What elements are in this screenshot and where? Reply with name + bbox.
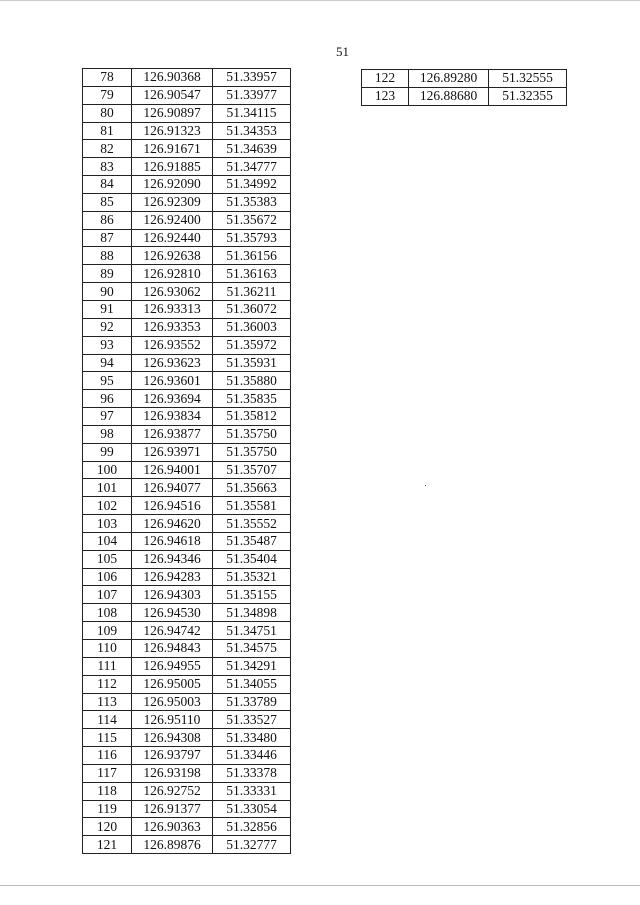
point-number-cell: 90 — [83, 283, 132, 301]
point-number-cell: 101 — [83, 479, 132, 497]
y-coordinate-cell: 51.35972 — [213, 336, 291, 354]
point-number-cell: 120 — [83, 818, 132, 836]
y-coordinate-cell: 51.36003 — [213, 318, 291, 336]
x-coordinate-cell: 126.89280 — [409, 70, 489, 88]
table-row — [83, 354, 291, 372]
point-number-cell: 95 — [83, 372, 132, 390]
point-number-cell: 98 — [83, 425, 132, 443]
point-number-cell: 117 — [83, 764, 132, 782]
point-number-cell: 92 — [83, 318, 132, 336]
y-coordinate-cell: 51.32355 — [489, 87, 567, 105]
table-row — [83, 176, 291, 194]
table-row — [83, 586, 291, 604]
y-coordinate-cell: 51.34575 — [213, 640, 291, 658]
table-row — [83, 711, 291, 729]
point-number-cell: 91 — [83, 300, 132, 318]
point-number-cell: 83 — [83, 158, 132, 176]
x-coordinate-cell: 126.91671 — [132, 140, 213, 158]
x-coordinate-cell: 126.92752 — [132, 782, 213, 800]
point-number-cell: 96 — [83, 390, 132, 408]
x-coordinate-cell: 126.94955 — [132, 657, 213, 675]
table-row — [83, 461, 291, 479]
x-coordinate-cell: 126.90897 — [132, 104, 213, 122]
x-coordinate-cell: 126.94618 — [132, 532, 213, 550]
point-number-cell: 100 — [83, 461, 132, 479]
x-coordinate-cell: 126.94620 — [132, 515, 213, 533]
y-coordinate-cell: 51.34291 — [213, 657, 291, 675]
table-row — [83, 300, 291, 318]
point-number-cell: 119 — [83, 800, 132, 818]
table-row — [83, 693, 291, 711]
table-row — [83, 372, 291, 390]
table-row — [83, 747, 291, 765]
table-row — [83, 640, 291, 658]
table-row — [83, 782, 291, 800]
x-coordinate-cell: 126.93623 — [132, 354, 213, 372]
y-coordinate-cell: 51.36072 — [213, 300, 291, 318]
table-row — [83, 568, 291, 586]
x-coordinate-cell: 126.88680 — [409, 87, 489, 105]
coordinates-table-left — [82, 68, 291, 854]
x-coordinate-cell: 126.95110 — [132, 711, 213, 729]
point-number-cell: 106 — [83, 568, 132, 586]
coordinates-table-right — [361, 69, 567, 106]
table-row — [83, 140, 291, 158]
y-coordinate-cell: 51.35750 — [213, 425, 291, 443]
y-coordinate-cell: 51.36211 — [213, 283, 291, 301]
table-row — [83, 104, 291, 122]
point-number-cell: 111 — [83, 657, 132, 675]
y-coordinate-cell: 51.35321 — [213, 568, 291, 586]
x-coordinate-cell: 126.92638 — [132, 247, 213, 265]
x-coordinate-cell: 126.94742 — [132, 622, 213, 640]
point-number-cell: 115 — [83, 729, 132, 747]
point-number-cell: 107 — [83, 586, 132, 604]
table-row — [83, 318, 291, 336]
y-coordinate-cell: 51.35663 — [213, 479, 291, 497]
table-row — [83, 818, 291, 836]
y-coordinate-cell: 51.35672 — [213, 211, 291, 229]
x-coordinate-cell: 126.93353 — [132, 318, 213, 336]
point-number-cell: 81 — [83, 122, 132, 140]
x-coordinate-cell: 126.93601 — [132, 372, 213, 390]
y-coordinate-cell: 51.33378 — [213, 764, 291, 782]
point-number-cell: 104 — [83, 532, 132, 550]
y-coordinate-cell: 51.34115 — [213, 104, 291, 122]
point-number-cell: 110 — [83, 640, 132, 658]
table-row — [83, 265, 291, 283]
point-number-cell: 122 — [362, 70, 409, 88]
y-coordinate-cell: 51.33527 — [213, 711, 291, 729]
x-coordinate-cell: 126.94077 — [132, 479, 213, 497]
point-number-cell: 112 — [83, 675, 132, 693]
point-number-cell: 108 — [83, 604, 132, 622]
table-row — [83, 69, 291, 87]
table-row — [83, 390, 291, 408]
x-coordinate-cell: 126.95005 — [132, 675, 213, 693]
table-row — [83, 550, 291, 568]
table-row — [362, 87, 567, 105]
y-coordinate-cell: 51.35487 — [213, 532, 291, 550]
x-coordinate-cell: 126.92309 — [132, 193, 213, 211]
y-coordinate-cell: 51.35404 — [213, 550, 291, 568]
x-coordinate-cell: 126.90547 — [132, 86, 213, 104]
y-coordinate-cell: 51.33957 — [213, 69, 291, 87]
page-top-edge — [0, 0, 640, 1]
x-coordinate-cell: 126.92400 — [132, 211, 213, 229]
x-coordinate-cell: 126.93797 — [132, 747, 213, 765]
table-row — [83, 229, 291, 247]
x-coordinate-cell: 126.94516 — [132, 497, 213, 515]
x-coordinate-cell: 126.94308 — [132, 729, 213, 747]
x-coordinate-cell: 126.90368 — [132, 69, 213, 87]
y-coordinate-cell: 51.32777 — [213, 836, 291, 854]
y-coordinate-cell: 51.34639 — [213, 140, 291, 158]
y-coordinate-cell: 51.36163 — [213, 265, 291, 283]
y-coordinate-cell: 51.35835 — [213, 390, 291, 408]
x-coordinate-cell: 126.93694 — [132, 390, 213, 408]
y-coordinate-cell: 51.35581 — [213, 497, 291, 515]
point-number-cell: 121 — [83, 836, 132, 854]
y-coordinate-cell: 51.35880 — [213, 372, 291, 390]
point-number-cell: 93 — [83, 336, 132, 354]
y-coordinate-cell: 51.35793 — [213, 229, 291, 247]
point-number-cell: 86 — [83, 211, 132, 229]
table-row — [83, 764, 291, 782]
y-coordinate-cell: 51.34777 — [213, 158, 291, 176]
x-coordinate-cell: 126.92810 — [132, 265, 213, 283]
x-coordinate-cell: 126.91885 — [132, 158, 213, 176]
x-coordinate-cell: 126.90363 — [132, 818, 213, 836]
point-number-cell: 89 — [83, 265, 132, 283]
x-coordinate-cell: 126.92090 — [132, 176, 213, 194]
x-coordinate-cell: 126.89876 — [132, 836, 213, 854]
y-coordinate-cell: 51.33446 — [213, 747, 291, 765]
table-row — [83, 443, 291, 461]
y-coordinate-cell: 51.33480 — [213, 729, 291, 747]
point-number-cell: 109 — [83, 622, 132, 640]
table-row — [83, 122, 291, 140]
x-coordinate-cell: 126.91323 — [132, 122, 213, 140]
point-number-cell: 123 — [362, 87, 409, 105]
x-coordinate-cell: 126.94001 — [132, 461, 213, 479]
table-row — [83, 158, 291, 176]
y-coordinate-cell: 51.34751 — [213, 622, 291, 640]
point-number-cell: 94 — [83, 354, 132, 372]
y-coordinate-cell: 51.32856 — [213, 818, 291, 836]
point-number-cell: 105 — [83, 550, 132, 568]
point-number-cell: 113 — [83, 693, 132, 711]
y-coordinate-cell: 51.33789 — [213, 693, 291, 711]
x-coordinate-cell: 126.93834 — [132, 408, 213, 426]
table-row — [83, 800, 291, 818]
x-coordinate-cell: 126.94303 — [132, 586, 213, 604]
table-row — [83, 729, 291, 747]
y-coordinate-cell: 51.34055 — [213, 675, 291, 693]
point-number-cell: 78 — [83, 69, 132, 87]
x-coordinate-cell: 126.94843 — [132, 640, 213, 658]
y-coordinate-cell: 51.35812 — [213, 408, 291, 426]
y-coordinate-cell: 51.35383 — [213, 193, 291, 211]
table-row — [83, 604, 291, 622]
x-coordinate-cell: 126.93971 — [132, 443, 213, 461]
x-coordinate-cell: 126.92440 — [132, 229, 213, 247]
table-row — [83, 336, 291, 354]
table-row — [362, 70, 567, 88]
page-number: 51 — [336, 44, 349, 59]
point-number-cell: 97 — [83, 408, 132, 426]
y-coordinate-cell: 51.33331 — [213, 782, 291, 800]
table-row — [83, 283, 291, 301]
table-row — [83, 497, 291, 515]
x-coordinate-cell: 126.93877 — [132, 425, 213, 443]
point-number-cell: 84 — [83, 176, 132, 194]
point-number-cell: 114 — [83, 711, 132, 729]
y-coordinate-cell: 51.35552 — [213, 515, 291, 533]
x-coordinate-cell: 126.94283 — [132, 568, 213, 586]
table-row — [83, 532, 291, 550]
point-number-cell: 118 — [83, 782, 132, 800]
x-coordinate-cell: 126.95003 — [132, 693, 213, 711]
point-number-cell: 99 — [83, 443, 132, 461]
y-coordinate-cell: 51.35707 — [213, 461, 291, 479]
x-coordinate-cell: 126.93552 — [132, 336, 213, 354]
y-coordinate-cell: 51.34898 — [213, 604, 291, 622]
y-coordinate-cell: 51.34353 — [213, 122, 291, 140]
y-coordinate-cell: 51.35931 — [213, 354, 291, 372]
table-row — [83, 479, 291, 497]
y-coordinate-cell: 51.35155 — [213, 586, 291, 604]
table-row — [83, 425, 291, 443]
x-coordinate-cell: 126.94530 — [132, 604, 213, 622]
y-coordinate-cell: 51.33054 — [213, 800, 291, 818]
y-coordinate-cell: 51.34992 — [213, 176, 291, 194]
y-coordinate-cell: 51.35750 — [213, 443, 291, 461]
point-number-cell: 116 — [83, 747, 132, 765]
y-coordinate-cell: 51.33977 — [213, 86, 291, 104]
x-coordinate-cell: 126.91377 — [132, 800, 213, 818]
table-row — [83, 86, 291, 104]
point-number-cell: 88 — [83, 247, 132, 265]
point-number-cell: 80 — [83, 104, 132, 122]
point-number-cell: 103 — [83, 515, 132, 533]
x-coordinate-cell: 126.93198 — [132, 764, 213, 782]
y-coordinate-cell: 51.32555 — [489, 70, 567, 88]
x-coordinate-cell: 126.93313 — [132, 300, 213, 318]
x-coordinate-cell: 126.93062 — [132, 283, 213, 301]
table-row — [83, 408, 291, 426]
table-row — [83, 193, 291, 211]
table-row — [83, 657, 291, 675]
table-row — [83, 836, 291, 854]
point-number-cell: 79 — [83, 86, 132, 104]
scan-speck — [425, 485, 426, 486]
y-coordinate-cell: 51.36156 — [213, 247, 291, 265]
table-row — [83, 515, 291, 533]
table-row — [83, 622, 291, 640]
point-number-cell: 87 — [83, 229, 132, 247]
point-number-cell: 102 — [83, 497, 132, 515]
point-number-cell: 85 — [83, 193, 132, 211]
table-row — [83, 247, 291, 265]
table-row — [83, 675, 291, 693]
point-number-cell: 82 — [83, 140, 132, 158]
x-coordinate-cell: 126.94346 — [132, 550, 213, 568]
page-bottom-edge — [0, 885, 640, 886]
table-row — [83, 211, 291, 229]
